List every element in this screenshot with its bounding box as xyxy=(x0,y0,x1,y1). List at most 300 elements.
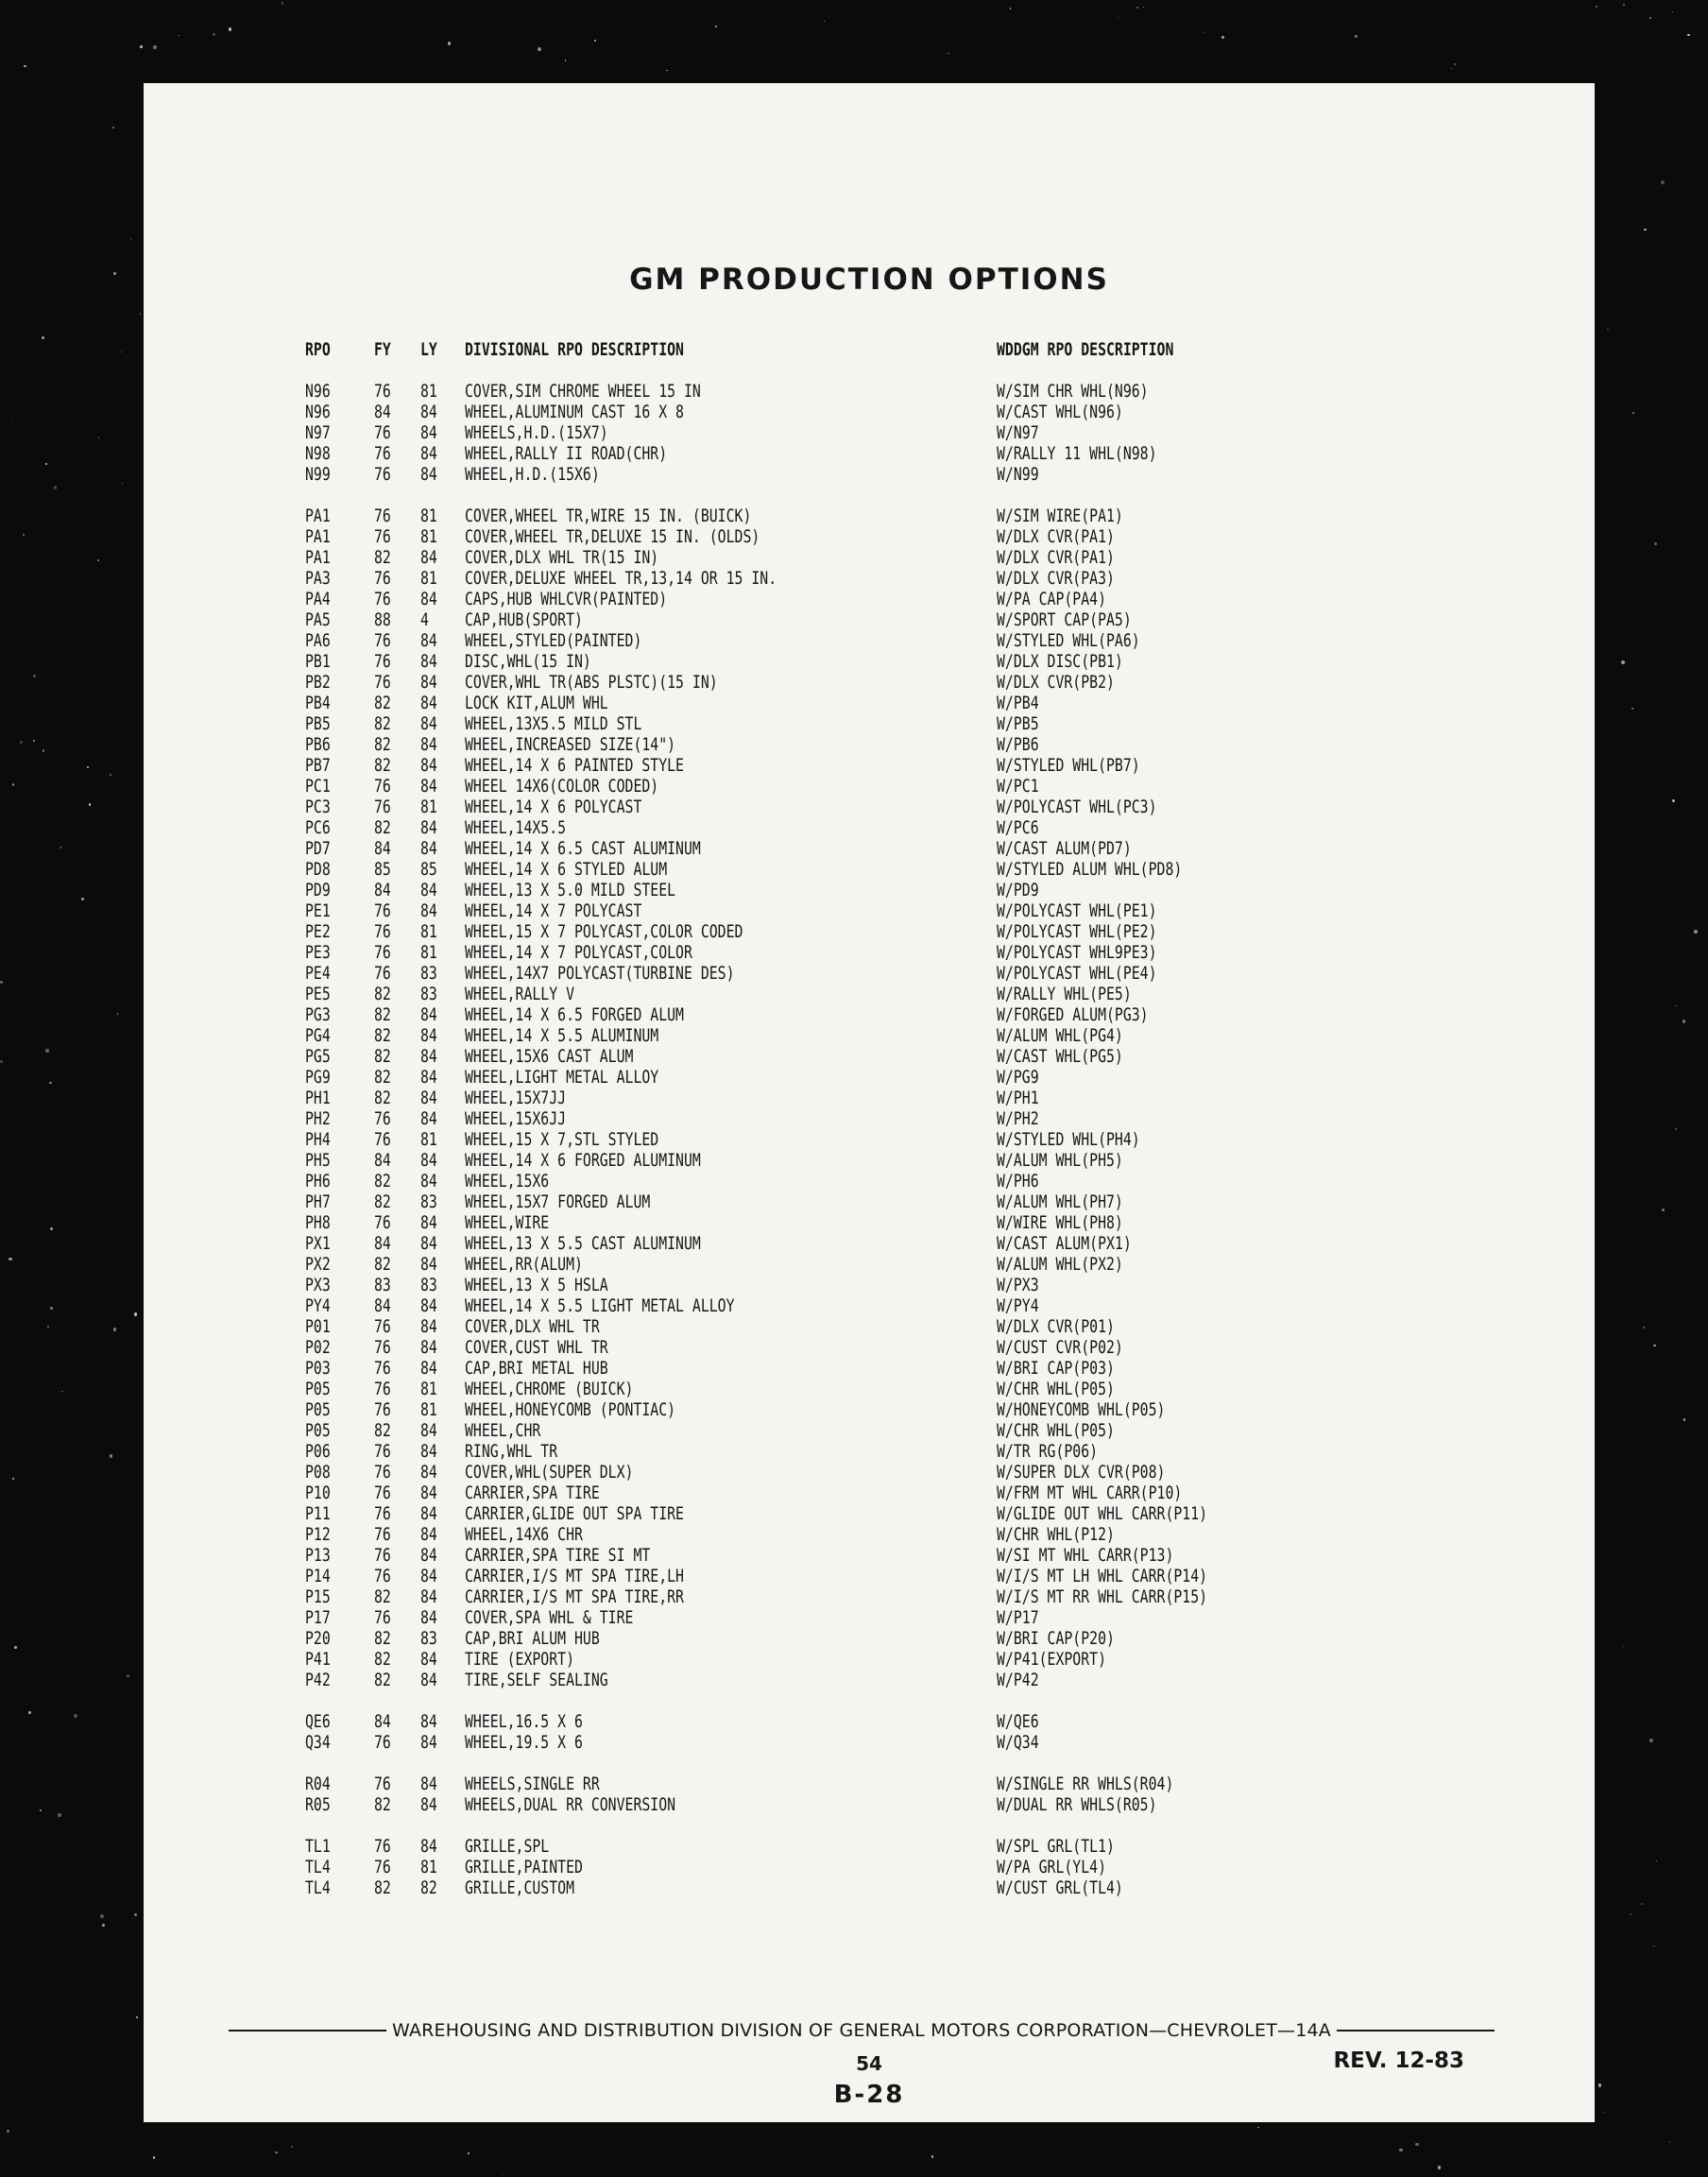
row-wddgm-description: W/CHR WHL(P05) xyxy=(997,1420,1115,1441)
row-wddgm-description: W/DLX CVR(PA1) xyxy=(997,547,1115,568)
row-divisional-description: LOCK KIT,ALUM WHL xyxy=(465,693,608,713)
row-fy: 76 xyxy=(374,1732,391,1753)
row-fy: 82 xyxy=(374,1171,391,1191)
row-rpo: R05 xyxy=(305,1794,331,1815)
row-fy: 76 xyxy=(374,672,391,693)
row-rpo: PB4 xyxy=(305,693,331,713)
row-ly: 85 xyxy=(420,859,437,880)
row-ly: 84 xyxy=(420,1295,437,1316)
row-rpo: PE5 xyxy=(305,984,331,1004)
row-wddgm-description: W/CAST ALUM(PX1) xyxy=(997,1233,1132,1254)
row-divisional-description: WHEEL,13 X 5 HSLA xyxy=(465,1275,608,1295)
row-ly: 81 xyxy=(420,1379,437,1399)
header-wddgm-description: WDDGM RPO DESCRIPTION xyxy=(997,339,1174,360)
row-divisional-description: WHEEL,14 X 7 POLYCAST,COLOR xyxy=(465,942,692,963)
row-divisional-description: COVER,SIM CHROME WHEEL 15 IN xyxy=(465,381,701,402)
row-ly: 84 xyxy=(420,1171,437,1191)
row-rpo: PG5 xyxy=(305,1046,331,1067)
row-fy: 76 xyxy=(374,506,391,526)
row-rpo: N96 xyxy=(305,381,331,402)
row-divisional-description: WHEEL,14X7 POLYCAST(TURBINE DES) xyxy=(465,963,735,984)
row-rpo: P05 xyxy=(305,1420,331,1441)
row-wddgm-description: W/PC1 xyxy=(997,776,1039,797)
row-divisional-description: WHEEL,13 X 5.0 MILD STEEL xyxy=(465,880,676,900)
row-fy: 76 xyxy=(374,1836,391,1857)
row-ly: 84 xyxy=(420,838,437,859)
row-ly: 83 xyxy=(420,984,437,1004)
row-fy: 84 xyxy=(374,1295,391,1316)
row-divisional-description: COVER,DLX WHL TR(15 IN) xyxy=(465,547,659,568)
row-wddgm-description: W/POLYCAST WHL(PC3) xyxy=(997,797,1157,817)
row-wddgm-description: W/PB6 xyxy=(997,734,1039,755)
row-fy: 76 xyxy=(374,921,391,942)
row-rpo: PC1 xyxy=(305,776,331,797)
row-ly: 84 xyxy=(420,1420,437,1441)
row-divisional-description: WHEEL,14 X 6 STYLED ALUM xyxy=(465,859,668,880)
row-fy: 82 xyxy=(374,1628,391,1649)
row-divisional-description: WHEELS,H.D.(15X7) xyxy=(465,422,608,443)
row-fy: 82 xyxy=(374,984,391,1004)
row-fy: 82 xyxy=(374,547,391,568)
row-fy: 82 xyxy=(374,817,391,838)
row-rpo: P03 xyxy=(305,1358,331,1379)
row-ly: 84 xyxy=(420,755,437,776)
row-wddgm-description: W/Q34 xyxy=(997,1732,1039,1753)
row-divisional-description: WHEEL,14 X 6 PAINTED STYLE xyxy=(465,755,684,776)
row-divisional-description: WHEEL,13X5.5 MILD STL xyxy=(465,713,642,734)
row-rpo: PB1 xyxy=(305,651,331,672)
row-rpo: P42 xyxy=(305,1670,331,1690)
row-rpo: PH7 xyxy=(305,1191,331,1212)
row-wddgm-description: W/DLX CVR(PA3) xyxy=(997,568,1115,589)
row-rpo: P02 xyxy=(305,1337,331,1358)
row-ly: 81 xyxy=(420,797,437,817)
row-wddgm-description: W/STYLED WHL(PA6) xyxy=(997,630,1140,651)
row-rpo: PE1 xyxy=(305,900,331,921)
row-divisional-description: WHEEL,RALLY II ROAD(CHR) xyxy=(465,443,668,464)
row-fy: 76 xyxy=(374,1774,391,1794)
row-wddgm-description: W/CAST WHL(N96) xyxy=(997,402,1123,422)
row-rpo: PD7 xyxy=(305,838,331,859)
row-divisional-description: WHEEL,WIRE xyxy=(465,1212,550,1233)
row-wddgm-description: W/STYLED ALUM WHL(PD8) xyxy=(997,859,1183,880)
row-wddgm-description: W/PA GRL(YL4) xyxy=(997,1857,1107,1877)
row-divisional-description: WHEEL,14 X 7 POLYCAST xyxy=(465,900,642,921)
row-divisional-description: GRILLE,CUSTOM xyxy=(465,1877,575,1898)
row-rpo: TL4 xyxy=(305,1877,331,1898)
row-wddgm-description: W/CAST WHL(PG5) xyxy=(997,1046,1123,1067)
row-fy: 76 xyxy=(374,1607,391,1628)
row-divisional-description: TIRE,SELF SEALING xyxy=(465,1670,608,1690)
row-divisional-description: RING,WHL TR xyxy=(465,1441,558,1462)
row-rpo: PA6 xyxy=(305,630,331,651)
row-wddgm-description: W/CHR WHL(P12) xyxy=(997,1524,1115,1545)
row-divisional-description: COVER,WHL(SUPER DLX) xyxy=(465,1462,634,1483)
row-fy: 88 xyxy=(374,609,391,630)
row-ly: 84 xyxy=(420,1233,437,1254)
row-fy: 76 xyxy=(374,1129,391,1150)
row-fy: 82 xyxy=(374,1586,391,1607)
page-number: 54 xyxy=(856,2052,882,2075)
row-rpo: PB7 xyxy=(305,755,331,776)
row-rpo: PA1 xyxy=(305,547,331,568)
document-page xyxy=(144,83,1595,2122)
row-ly: 81 xyxy=(420,526,437,547)
row-wddgm-description: W/PY4 xyxy=(997,1295,1039,1316)
row-rpo: P15 xyxy=(305,1586,331,1607)
row-wddgm-description: W/P41(EXPORT) xyxy=(997,1649,1107,1670)
row-wddgm-description: W/PA CAP(PA4) xyxy=(997,589,1107,609)
row-fy: 76 xyxy=(374,1441,391,1462)
row-divisional-description: CARRIER,I/S MT SPA TIRE,RR xyxy=(465,1586,684,1607)
row-ly: 84 xyxy=(420,1649,437,1670)
row-fy: 76 xyxy=(374,1483,391,1503)
row-rpo: PC3 xyxy=(305,797,331,817)
row-fy: 76 xyxy=(374,1358,391,1379)
row-wddgm-description: W/RALLY 11 WHL(N98) xyxy=(997,443,1157,464)
row-fy: 82 xyxy=(374,1004,391,1025)
row-ly: 81 xyxy=(420,568,437,589)
row-divisional-description: WHEEL,15X6 xyxy=(465,1171,550,1191)
row-wddgm-description: W/TR RG(P06) xyxy=(997,1441,1099,1462)
row-wddgm-description: W/POLYCAST WHL9PE3) xyxy=(997,942,1157,963)
row-wddgm-description: W/DLX CVR(P01) xyxy=(997,1316,1115,1337)
row-divisional-description: WHEEL,CHROME (BUICK) xyxy=(465,1379,634,1399)
row-ly: 84 xyxy=(420,547,437,568)
row-divisional-description: WHEEL,14 X 6 POLYCAST xyxy=(465,797,642,817)
row-rpo: PC6 xyxy=(305,817,331,838)
row-ly: 84 xyxy=(420,1524,437,1545)
row-ly: 81 xyxy=(420,921,437,942)
row-rpo: PB2 xyxy=(305,672,331,693)
footer-line xyxy=(229,2020,1494,2041)
row-fy: 84 xyxy=(374,402,391,422)
row-ly: 84 xyxy=(420,1545,437,1566)
row-ly: 84 xyxy=(420,1150,437,1171)
row-divisional-description: WHEEL,INCREASED SIZE(14") xyxy=(465,734,676,755)
row-wddgm-description: W/STYLED WHL(PB7) xyxy=(997,755,1140,776)
row-divisional-description: WHEEL,HONEYCOMB (PONTIAC) xyxy=(465,1399,676,1420)
row-ly: 84 xyxy=(420,1774,437,1794)
row-rpo: PD8 xyxy=(305,859,331,880)
row-fy: 82 xyxy=(374,1649,391,1670)
page-title: GM PRODUCTION OPTIONS xyxy=(629,263,1109,297)
row-wddgm-description: W/GLIDE OUT WHL CARR(P11) xyxy=(997,1503,1208,1524)
footer-text: WAREHOUSING AND DISTRIBUTION DIVISION OF GENERAL MOTORS CORPORATION—CHEVROLET—14A xyxy=(392,2020,1331,2041)
row-rpo: PD9 xyxy=(305,880,331,900)
row-ly: 81 xyxy=(420,1857,437,1877)
row-rpo: P06 xyxy=(305,1441,331,1462)
row-wddgm-description: W/SI MT WHL CARR(P13) xyxy=(997,1545,1174,1566)
row-fy: 84 xyxy=(374,838,391,859)
row-fy: 76 xyxy=(374,1545,391,1566)
row-fy: 82 xyxy=(374,734,391,755)
row-ly: 84 xyxy=(420,1441,437,1462)
row-wddgm-description: W/SIM CHR WHL(N96) xyxy=(997,381,1149,402)
row-rpo: N96 xyxy=(305,402,331,422)
row-wddgm-description: W/PB4 xyxy=(997,693,1039,713)
row-divisional-description: GRILLE,SPL xyxy=(465,1836,550,1857)
row-wddgm-description: W/RALLY WHL(PE5) xyxy=(997,984,1132,1004)
row-wddgm-description: W/PX3 xyxy=(997,1275,1039,1295)
row-rpo: PX1 xyxy=(305,1233,331,1254)
row-wddgm-description: W/SUPER DLX CVR(P08) xyxy=(997,1462,1166,1483)
row-wddgm-description: W/POLYCAST WHL(PE4) xyxy=(997,963,1157,984)
row-divisional-description: COVER,WHEEL TR,DELUXE 15 IN. (OLDS) xyxy=(465,526,760,547)
row-rpo: PA4 xyxy=(305,589,331,609)
row-rpo: P41 xyxy=(305,1649,331,1670)
row-wddgm-description: W/N99 xyxy=(997,464,1039,485)
row-divisional-description: DISC,WHL(15 IN) xyxy=(465,651,591,672)
row-fy: 84 xyxy=(374,1233,391,1254)
row-rpo: R04 xyxy=(305,1774,331,1794)
row-rpo: PX3 xyxy=(305,1275,331,1295)
row-fy: 82 xyxy=(374,1420,391,1441)
row-divisional-description: WHEEL,14 X 6.5 CAST ALUMINUM xyxy=(465,838,701,859)
row-rpo: N99 xyxy=(305,464,331,485)
row-divisional-description: WHEEL,14 X 5.5 ALUMINUM xyxy=(465,1025,659,1046)
row-divisional-description: WHEEL,STYLED(PAINTED) xyxy=(465,630,642,651)
row-ly: 84 xyxy=(420,402,437,422)
row-rpo: P10 xyxy=(305,1483,331,1503)
row-ly: 84 xyxy=(420,1670,437,1690)
row-divisional-description: WHEEL,RR(ALUM) xyxy=(465,1254,583,1275)
row-wddgm-description: W/POLYCAST WHL(PE1) xyxy=(997,900,1157,921)
row-ly: 81 xyxy=(420,506,437,526)
row-divisional-description: WHEEL,15X6JJ xyxy=(465,1108,567,1129)
row-ly: 84 xyxy=(420,900,437,921)
row-ly: 4 xyxy=(420,609,429,630)
row-fy: 82 xyxy=(374,1877,391,1898)
row-wddgm-description: W/STYLED WHL(PH4) xyxy=(997,1129,1140,1150)
row-fy: 76 xyxy=(374,589,391,609)
row-ly: 84 xyxy=(420,1025,437,1046)
row-wddgm-description: W/I/S MT LH WHL CARR(P14) xyxy=(997,1566,1208,1586)
row-ly: 84 xyxy=(420,1732,437,1753)
row-fy: 83 xyxy=(374,1275,391,1295)
row-rpo: PH2 xyxy=(305,1108,331,1129)
row-rpo: P01 xyxy=(305,1316,331,1337)
row-divisional-description: CARRIER,SPA TIRE SI MT xyxy=(465,1545,651,1566)
row-fy: 76 xyxy=(374,422,391,443)
row-divisional-description: WHEEL,LIGHT METAL ALLOY xyxy=(465,1067,659,1088)
row-divisional-description: COVER,DLX WHL TR xyxy=(465,1316,600,1337)
row-divisional-description: COVER,WHL TR(ABS PLSTC)(15 IN) xyxy=(465,672,718,693)
row-ly: 84 xyxy=(420,1046,437,1067)
row-divisional-description: WHEEL,19.5 X 6 xyxy=(465,1732,583,1753)
row-wddgm-description: W/FORGED ALUM(PG3) xyxy=(997,1004,1149,1025)
row-fy: 76 xyxy=(374,1108,391,1129)
row-ly: 84 xyxy=(420,1586,437,1607)
row-divisional-description: COVER,DELUXE WHEEL TR,13,14 OR 15 IN. xyxy=(465,568,777,589)
row-fy: 84 xyxy=(374,1711,391,1732)
row-rpo: PA3 xyxy=(305,568,331,589)
row-rpo: TL4 xyxy=(305,1857,331,1877)
row-divisional-description: GRILLE,PAINTED xyxy=(465,1857,583,1877)
row-ly: 84 xyxy=(420,713,437,734)
row-divisional-description: CARRIER,SPA TIRE xyxy=(465,1483,600,1503)
row-rpo: PB5 xyxy=(305,713,331,734)
row-rpo: PH8 xyxy=(305,1212,331,1233)
row-divisional-description: CAP,HUB(SPORT) xyxy=(465,609,583,630)
row-fy: 76 xyxy=(374,1379,391,1399)
row-ly: 84 xyxy=(420,630,437,651)
row-rpo: PE4 xyxy=(305,963,331,984)
row-ly: 84 xyxy=(420,589,437,609)
row-fy: 82 xyxy=(374,1067,391,1088)
row-rpo: PG3 xyxy=(305,1004,331,1025)
row-rpo: P17 xyxy=(305,1607,331,1628)
row-ly: 84 xyxy=(420,1607,437,1628)
row-ly: 83 xyxy=(420,1191,437,1212)
row-rpo: PA5 xyxy=(305,609,331,630)
row-divisional-description: CAP,BRI ALUM HUB xyxy=(465,1628,600,1649)
row-wddgm-description: W/ALUM WHL(PH5) xyxy=(997,1150,1123,1171)
row-rpo: PH5 xyxy=(305,1150,331,1171)
row-rpo: PG9 xyxy=(305,1067,331,1088)
row-rpo: P05 xyxy=(305,1379,331,1399)
row-ly: 84 xyxy=(420,776,437,797)
row-ly: 81 xyxy=(420,1129,437,1150)
row-fy: 76 xyxy=(374,797,391,817)
row-divisional-description: WHEEL,CHR xyxy=(465,1420,541,1441)
row-wddgm-description: W/CUST GRL(TL4) xyxy=(997,1877,1123,1898)
row-wddgm-description: W/SINGLE RR WHLS(R04) xyxy=(997,1774,1174,1794)
row-fy: 82 xyxy=(374,1088,391,1108)
row-ly: 84 xyxy=(420,1503,437,1524)
row-rpo: PB6 xyxy=(305,734,331,755)
row-rpo: QE6 xyxy=(305,1711,331,1732)
row-divisional-description: CARRIER,GLIDE OUT SPA TIRE xyxy=(465,1503,684,1524)
row-rpo: PH6 xyxy=(305,1171,331,1191)
row-fy: 76 xyxy=(374,1503,391,1524)
row-rpo: PA1 xyxy=(305,506,331,526)
row-wddgm-description: W/ALUM WHL(PH7) xyxy=(997,1191,1123,1212)
row-ly: 84 xyxy=(420,693,437,713)
row-divisional-description: WHEEL,16.5 X 6 xyxy=(465,1711,583,1732)
row-wddgm-description: W/ALUM WHL(PG4) xyxy=(997,1025,1123,1046)
row-rpo: PX2 xyxy=(305,1254,331,1275)
row-fy: 85 xyxy=(374,859,391,880)
row-fy: 76 xyxy=(374,1462,391,1483)
row-fy: 76 xyxy=(374,776,391,797)
row-divisional-description: WHEEL,15X7JJ xyxy=(465,1088,567,1108)
row-rpo: PY4 xyxy=(305,1295,331,1316)
row-divisional-description: WHEEL,13 X 5.5 CAST ALUMINUM xyxy=(465,1233,701,1254)
row-ly: 84 xyxy=(420,734,437,755)
row-ly: 84 xyxy=(420,817,437,838)
row-rpo: PG4 xyxy=(305,1025,331,1046)
row-fy: 76 xyxy=(374,900,391,921)
row-wddgm-description: W/PH1 xyxy=(997,1088,1039,1108)
row-fy: 82 xyxy=(374,755,391,776)
row-ly: 84 xyxy=(420,1108,437,1129)
row-wddgm-description: W/P17 xyxy=(997,1607,1039,1628)
row-fy: 82 xyxy=(374,713,391,734)
row-ly: 84 xyxy=(420,1483,437,1503)
row-wddgm-description: W/PC6 xyxy=(997,817,1039,838)
row-ly: 84 xyxy=(420,1794,437,1815)
header-rpo: RPO xyxy=(305,339,331,360)
row-divisional-description: WHEEL 14X6(COLOR CODED) xyxy=(465,776,659,797)
row-ly: 83 xyxy=(420,1628,437,1649)
row-ly: 84 xyxy=(420,1212,437,1233)
row-wddgm-description: W/PD9 xyxy=(997,880,1039,900)
row-ly: 81 xyxy=(420,381,437,402)
row-divisional-description: WHEEL,15 X 7 POLYCAST,COLOR CODED xyxy=(465,921,743,942)
row-wddgm-description: W/SPL GRL(TL1) xyxy=(997,1836,1115,1857)
section-code: B-28 xyxy=(833,2081,905,2109)
row-ly: 84 xyxy=(420,1254,437,1275)
row-wddgm-description: W/WIRE WHL(PH8) xyxy=(997,1212,1123,1233)
row-divisional-description: COVER,SPA WHL & TIRE xyxy=(465,1607,634,1628)
row-fy: 76 xyxy=(374,1566,391,1586)
row-wddgm-description: W/I/S MT RR WHL CARR(P15) xyxy=(997,1586,1208,1607)
row-ly: 84 xyxy=(420,672,437,693)
row-wddgm-description: W/SIM WIRE(PA1) xyxy=(997,506,1123,526)
row-divisional-description: WHEEL,H.D.(15X6) xyxy=(465,464,600,485)
row-rpo: TL1 xyxy=(305,1836,331,1857)
row-rpo: PH1 xyxy=(305,1088,331,1108)
row-ly: 84 xyxy=(420,1462,437,1483)
footer-rule-left xyxy=(229,2030,386,2031)
row-wddgm-description: W/POLYCAST WHL(PE2) xyxy=(997,921,1157,942)
row-divisional-description: WHEEL,14 X 6 FORGED ALUMINUM xyxy=(465,1150,701,1171)
row-rpo: P05 xyxy=(305,1399,331,1420)
row-ly: 83 xyxy=(420,1275,437,1295)
row-divisional-description: CAP,BRI METAL HUB xyxy=(465,1358,608,1379)
row-rpo: P12 xyxy=(305,1524,331,1545)
row-fy: 82 xyxy=(374,1670,391,1690)
row-divisional-description: COVER,CUST WHL TR xyxy=(465,1337,608,1358)
row-ly: 81 xyxy=(420,1399,437,1420)
row-divisional-description: WHEEL,15X6 CAST ALUM xyxy=(465,1046,634,1067)
row-rpo: P14 xyxy=(305,1566,331,1586)
row-rpo: P11 xyxy=(305,1503,331,1524)
row-wddgm-description: W/ALUM WHL(PX2) xyxy=(997,1254,1123,1275)
row-ly: 84 xyxy=(420,422,437,443)
row-ly: 82 xyxy=(420,1877,437,1898)
row-divisional-description: WHEEL,14 X 6.5 FORGED ALUM xyxy=(465,1004,684,1025)
row-divisional-description: WHEEL,14X5.5 xyxy=(465,817,567,838)
row-ly: 84 xyxy=(420,1337,437,1358)
row-wddgm-description: W/PG9 xyxy=(997,1067,1039,1088)
row-fy: 76 xyxy=(374,1399,391,1420)
row-ly: 81 xyxy=(420,942,437,963)
row-fy: 76 xyxy=(374,1316,391,1337)
row-divisional-description: WHEEL,ALUMINUM CAST 16 X 8 xyxy=(465,402,684,422)
row-wddgm-description: W/DLX CVR(PA1) xyxy=(997,526,1115,547)
row-fy: 76 xyxy=(374,942,391,963)
header-ly: LY xyxy=(420,339,437,360)
row-ly: 84 xyxy=(420,1711,437,1732)
row-ly: 84 xyxy=(420,1316,437,1337)
row-wddgm-description: W/QE6 xyxy=(997,1711,1039,1732)
row-divisional-description: CAPS,HUB WHLCVR(PAINTED) xyxy=(465,589,668,609)
row-rpo: P20 xyxy=(305,1628,331,1649)
row-divisional-description: WHEEL,14X6 CHR xyxy=(465,1524,583,1545)
row-ly: 84 xyxy=(420,1088,437,1108)
row-divisional-description: COVER,WHEEL TR,WIRE 15 IN. (BUICK) xyxy=(465,506,752,526)
row-wddgm-description: W/P42 xyxy=(997,1670,1039,1690)
row-divisional-description: TIRE (EXPORT) xyxy=(465,1649,575,1670)
row-ly: 84 xyxy=(420,880,437,900)
row-fy: 84 xyxy=(374,1150,391,1171)
row-fy: 76 xyxy=(374,630,391,651)
row-wddgm-description: W/PH2 xyxy=(997,1108,1039,1129)
row-rpo: PE3 xyxy=(305,942,331,963)
row-ly: 84 xyxy=(420,651,437,672)
